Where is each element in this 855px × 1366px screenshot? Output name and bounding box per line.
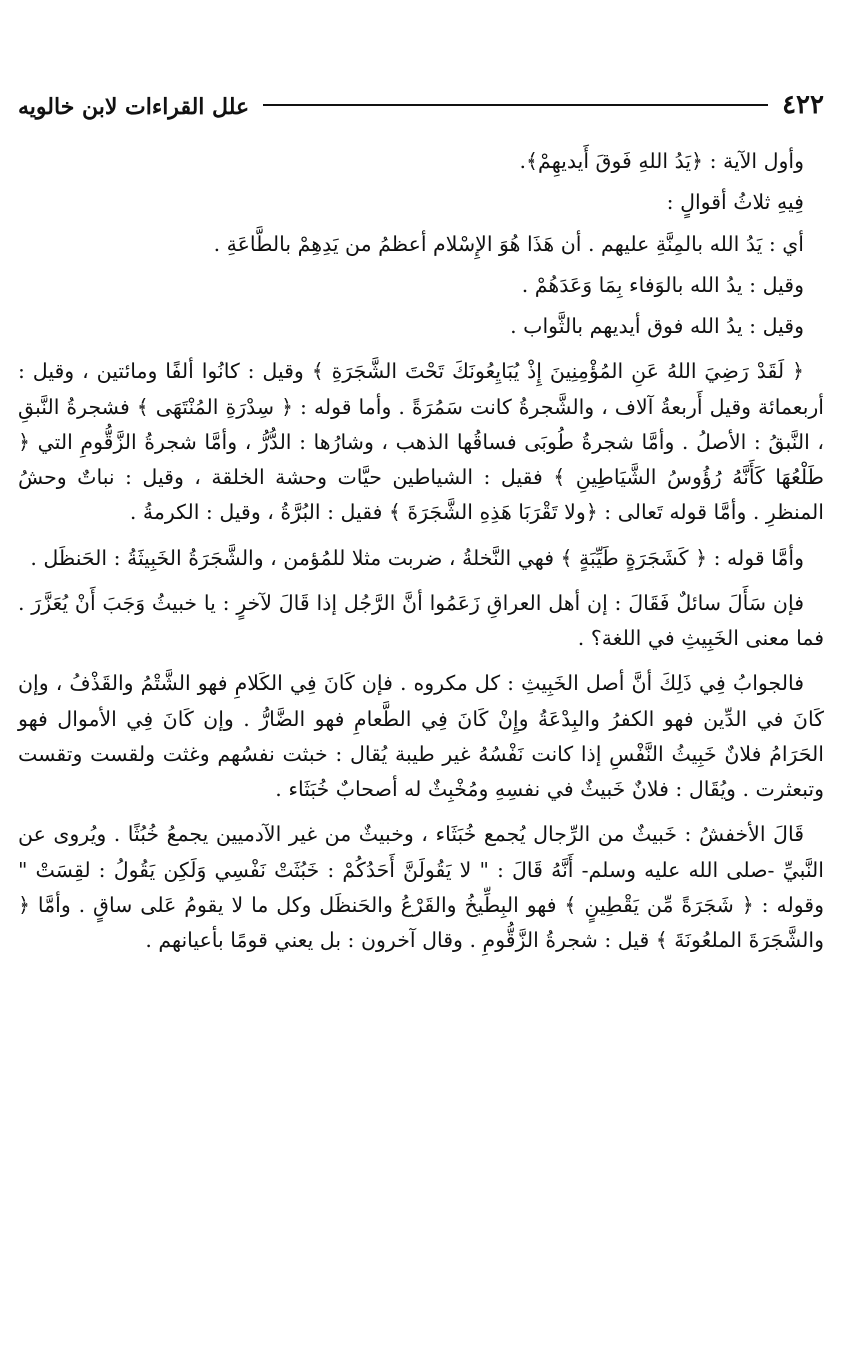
paragraph-opinion-one: أي : يَدُ الله بالمِنَّةِ عليهم . أن هَذَا هُوَ الإِسْلام أعظمُ من يَدِهِمْ بالطَّاعَةِ . — [213, 231, 804, 256]
paragraph-opinion-three: وقيل : يدُ الله فوق أيديهم بالثَّواب . — [510, 314, 804, 338]
paragraph-answer: فالجوابُ فِي ذَلِكَ أنَّ أصل الخَبِيثِ : كل مكروه . فإن كَانَ فِي الكَلامِ فهو الشَّتْمُ والقَذْفُ ، وإن كَانَ في الدِّين فهو الكفرُ والبِدْعَةُ وإِنْ كَانَ فِي الطَّعامِ فهو الضَّارُّ . وإن كَانَ فِي الأموال فهو الحَرَامُ فلانٌ خَبِيثُ النَّفْسِ إذا كانت نَفْسُهُ غير طيبة يُقال : خبثت نفسُهم وغثت ولقست وتقست وتبعثرت . ويُقَال : فلانٌ خَبيثٌ في نفسِهِ ومُخْبِثٌ له أصحابٌ خُبَثَاء . — [18, 671, 824, 801]
paragraph-verse-opening: وأول الآية : ﴿يَدُ اللهِ فَوقَ أَيديهِمْ﴾. — [519, 149, 804, 173]
running-title: علل القراءات لابن خالويه — [18, 94, 250, 120]
header-rule — [263, 104, 768, 106]
paragraph-opinion-two: وقيل : يدُ الله بالوَفاء بِمَا وَعَدَهُمْ . — [521, 272, 804, 297]
book-page — [18, 82, 824, 1352]
paragraph-good-tree: وأمَّا قوله : ﴿ كَشَجَرَةٍ طَيِّبَةٍ ﴾ فهي النَّخلةُ ، ضربت مثلا للمُؤمن ، والشَّجَرَةُ الخَبِيثَةُ : الحَنظَل . — [30, 545, 804, 570]
paragraph-trees: ﴿ لَقَدْ رَضِيَ اللهُ عَنِ المُؤْمِنِينَ إِذْ يُبَايِعُونَكَ تَحْتَ الشَّجَرَةِ ﴾ وقيل : كانُوا ألفًا ومائتين ، وقيل : أربعمائة وقيل أَربعةُ آلاف ، والشَّجرةُ كانت سَمُرَةً . وأما قوله : ﴿ سِدْرَةِ المُنْتَهَى ﴾ فشجرةُ النَّبقِ ، النَّبقُ : الأصلُ . وأمَّا شجرةُ طُوبَى فساقُها الذهب ، وشارُها : الدُّرُّ ، وأمَّا شجرةُ الزَّقُّومِ التي ﴿ طَلْعُهَا كَأَنَّهُ رُؤُوسُ الشَّيَاطِينِ ﴾ فقيل : الشياطين حيَّات وحشة الخلقة ، وقيل : نباتٌ وحشُ المنظرِ . وأمَّا قوله تَعالى : ﴿ولا تَقْرَبَا هَذِهِ الشَّجَرَةَ ﴾ فقيل : البُرَّةُ ، وقيل : الكرمةُ . — [18, 359, 824, 525]
page-body — [18, 144, 824, 958]
paragraph-three-opinions: فِيهِ ثلاثُ أقوالٍ : — [666, 190, 804, 215]
page-number: ٤٢٢ — [782, 90, 824, 120]
paragraph-question: فإن سَأَلَ سائلٌ فَقَالَ : إن أهل العراقِ زَعَمُوا أنَّ الرَّجُل إذا قَالَ لآخرٍ : يا خبيثُ وَجَبَ أَنْ يُعَزَّرَ . فما معنى الخَبِيثِ في اللغة؟ . — [18, 590, 824, 650]
page-header — [18, 82, 824, 126]
paragraph-akhfash: قَالَ الأخفشُ : خَبيثٌ من الرِّجال يُجمع خُبَثَاء ، وخبيثٌ من غير الآدميين يجمعُ خُبُثًا . ويُروى عن النَّبيِّ -صلى الله عليه وسلم- أَنَّهُ قَالَ : " لا يَقُولَنَّ أَحَدُكُمْ : خَبُثَتْ نَفْسِي وَلَكِن يَقُولُ : لقِسَتْ " وقوله : ﴿ شَجَرَةً مِّن يَقْطِينٍ ﴾ فهو البِطِّيخُ والقَرْعُ والحَنظَل وكل ما لا يقومُ عَلى ساقٍ . وأمَّا ﴿ والشَّجَرَةَ الملعُونَةَ ﴾ قيل : شجرةُ الزَّقُّومِ . وقال آخرون : بل يعني قومًا بأعيانهم . — [18, 822, 824, 952]
